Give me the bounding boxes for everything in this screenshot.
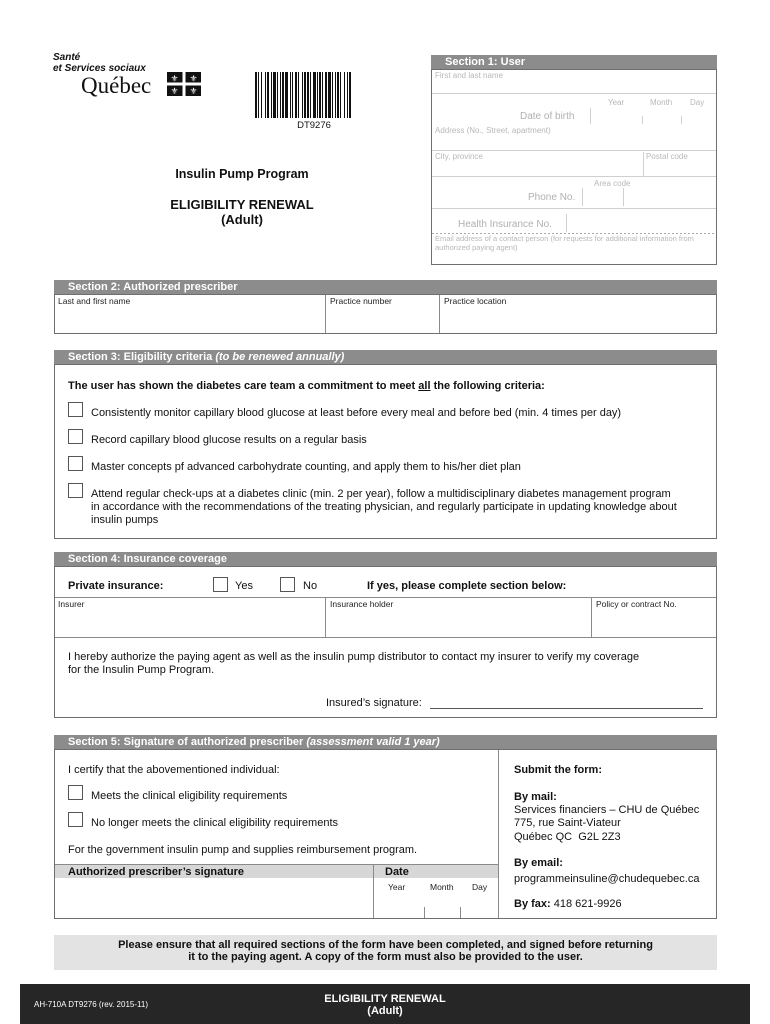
practice-location-field[interactable]: Practice location (444, 296, 507, 306)
insured-signature-label: Insured’s signature: (326, 697, 422, 709)
by-email-label: By email: (514, 857, 563, 869)
fleur-de-lys-flag-icon (167, 72, 201, 96)
prescriber-signature-header: Authorized prescriber’s signature (68, 866, 245, 878)
footer-bar (20, 984, 750, 1024)
section2-box (54, 294, 717, 334)
dob-day-label: Day (690, 98, 705, 107)
date-day-label: Day (472, 882, 488, 892)
dob-month-label: Month (650, 98, 673, 107)
dob-year-label: Year (608, 98, 625, 107)
mail-address-line3: Québec QC G2L 2Z3 (514, 831, 621, 843)
government-program-note: For the government insulin pump and supplies reimbursement program. (68, 844, 418, 856)
section1-header (431, 55, 717, 69)
logo-line2: et Services sociaux (53, 63, 146, 74)
section5-title: Section 5: Signature of authorized prescriber (68, 736, 304, 748)
section5-title-note: (assessment valid 1 year) (306, 736, 440, 748)
insurance-no-label: No (303, 580, 318, 592)
section5-header (54, 735, 717, 749)
dob-label: Date of birth (520, 111, 575, 122)
logo-line1: Santé (53, 52, 81, 63)
phone-field[interactable] (582, 188, 716, 206)
section1-title: Section 1: User (445, 56, 526, 68)
user-name-field[interactable]: First and last name (435, 71, 504, 80)
program-name: Insulin Pump Program (175, 167, 309, 181)
insurance-no-checkbox[interactable] (280, 577, 295, 592)
fax-line (514, 898, 622, 910)
section3-title: Section 3: Eligibility criteria (68, 351, 213, 363)
section3-intro-a: The user has shown the diabetes care team a commitment to meet (68, 380, 416, 392)
form-title: ELIGIBILITY RENEWAL (170, 197, 314, 212)
footer-code: AH-710A DT9276 (rev. 2015-11) (34, 1000, 148, 1009)
criterion1-text: Consistently monitor capillary blood glucose at least before every meal and before bed (min. 4 times per day) (91, 407, 622, 419)
svg-text:⚜: ⚜ (189, 74, 198, 85)
meets-requirements-label: Meets the clinical eligibility requirements (91, 790, 288, 802)
date-year-label: Year (388, 882, 406, 892)
criterion3-text: Master concepts pf advanced carbohydrate counting, and apply them to his/her diet plan (91, 461, 521, 473)
section5-box (54, 749, 717, 919)
insured-signature-line[interactable] (430, 695, 703, 709)
by-fax-label: By fax: (514, 898, 551, 910)
section2-title: Section 2: Authorized prescriber (68, 281, 238, 293)
by-mail-label: By mail: (514, 791, 557, 803)
date-field[interactable] (374, 879, 497, 917)
dob-field[interactable] (590, 108, 716, 124)
logo (53, 52, 213, 100)
practice-number-field[interactable]: Practice number (330, 296, 392, 306)
private-insurance-label: Private insurance: (68, 580, 164, 592)
section4-header (54, 552, 717, 566)
notice-banner (54, 935, 717, 970)
fax-number: 418 621-9926 (553, 898, 622, 910)
authorization-line1: I hereby authorize the paying agent as well as the insulin pump distributor to contact my insurer to verify my coverage (68, 651, 640, 663)
section4-title: Section 4: Insurance coverage (68, 553, 227, 565)
no-longer-meets-checkbox[interactable] (68, 812, 83, 827)
prescriber-name-field[interactable]: Last and first name (58, 296, 131, 306)
criterion4-text-line3: insulin pumps (91, 514, 159, 526)
submission-email: programmeinsuline@chudequebec.ca (514, 873, 700, 885)
prescriber-signature-field[interactable] (56, 879, 372, 917)
criterion2-checkbox[interactable] (68, 429, 83, 444)
policy-number-field[interactable]: Policy or contract No. (596, 599, 677, 609)
certify-text: I certify that the abovementioned individual: (68, 764, 280, 776)
insurance-yes-label: Yes (235, 580, 253, 592)
barcode-image (255, 72, 373, 118)
svg-text:⚜: ⚜ (170, 74, 179, 85)
section2-header (54, 280, 717, 294)
criterion4-text-line2: in accordance with the recommendations of the treating physician, and regularly participate in updating knowledge about (91, 501, 677, 513)
criterion1-checkbox[interactable] (68, 402, 83, 417)
insurance-yes-checkbox[interactable] (213, 577, 228, 592)
svg-text:⚜: ⚜ (189, 87, 198, 96)
if-yes-instruction: If yes, please complete section below: (367, 580, 567, 592)
area-code-label: Area code (594, 179, 631, 188)
form-subtitle: (Adult) (221, 212, 263, 227)
section4-box (54, 566, 717, 718)
health-insurance-label: Health Insurance No. (458, 219, 552, 230)
section3-intro-b: all (418, 380, 431, 392)
mail-address-line2: 775, rue Saint-Viateur (514, 817, 621, 829)
date-month-label: Month (430, 882, 454, 892)
email-contact-field[interactable] (432, 234, 716, 264)
health-insurance-field[interactable] (566, 214, 716, 232)
meets-requirements-checkbox[interactable] (68, 785, 83, 800)
footer-subtitle: (Adult) (367, 1005, 403, 1017)
address-field[interactable]: Address (No., Street, apartment) (435, 126, 551, 135)
section3-intro-c: the following criteria: (433, 380, 545, 392)
criterion4-text-line1: Attend regular check-ups at a diabetes clinic (min. 2 per year), follow a multidisciplinary diabetes management program (91, 488, 671, 500)
no-longer-meets-label: No longer meets the clinical eligibility requirements (91, 817, 339, 829)
notice-line1: Please ensure that all required sections of the form have been completed, and signed before returning (118, 939, 653, 951)
footer-title: ELIGIBILITY RENEWAL (324, 993, 446, 1005)
section3-box (54, 364, 717, 539)
criterion3-checkbox[interactable] (68, 456, 83, 471)
city-field[interactable]: City, province (435, 152, 483, 161)
insurer-field[interactable]: Insurer (58, 599, 85, 609)
phone-label: Phone No. (528, 192, 576, 203)
logo-wordmark: Québec (81, 73, 152, 98)
svg-text:⚜: ⚜ (170, 87, 179, 96)
notice-line2: it to the paying agent. A copy of the form must also be provided to the user. (188, 951, 583, 963)
mail-address-line1: Services financiers – CHU de Québec (514, 804, 700, 816)
email-contact-label-1: Email address of a contact person (for requests for additional information from (435, 234, 694, 243)
section3-intro (68, 380, 545, 392)
criterion4-checkbox[interactable] (68, 483, 83, 498)
submit-form-title: Submit the form: (514, 764, 602, 776)
section3-title-note: (to be renewed annually) (215, 351, 345, 363)
insurance-holder-field[interactable]: Insurance holder (330, 599, 394, 609)
authorization-line2: for the Insulin Pump Program. (68, 664, 215, 676)
section1-box (431, 69, 717, 265)
criterion2-text: Record capillary blood glucose results on a regular basis (91, 434, 367, 446)
email-contact-label-2: authorized paying agent) (435, 243, 518, 252)
date-header: Date (385, 866, 409, 878)
section3-header (54, 350, 717, 364)
barcode-code: DT9276 (297, 120, 331, 131)
postal-code-field[interactable]: Postal code (646, 152, 688, 161)
